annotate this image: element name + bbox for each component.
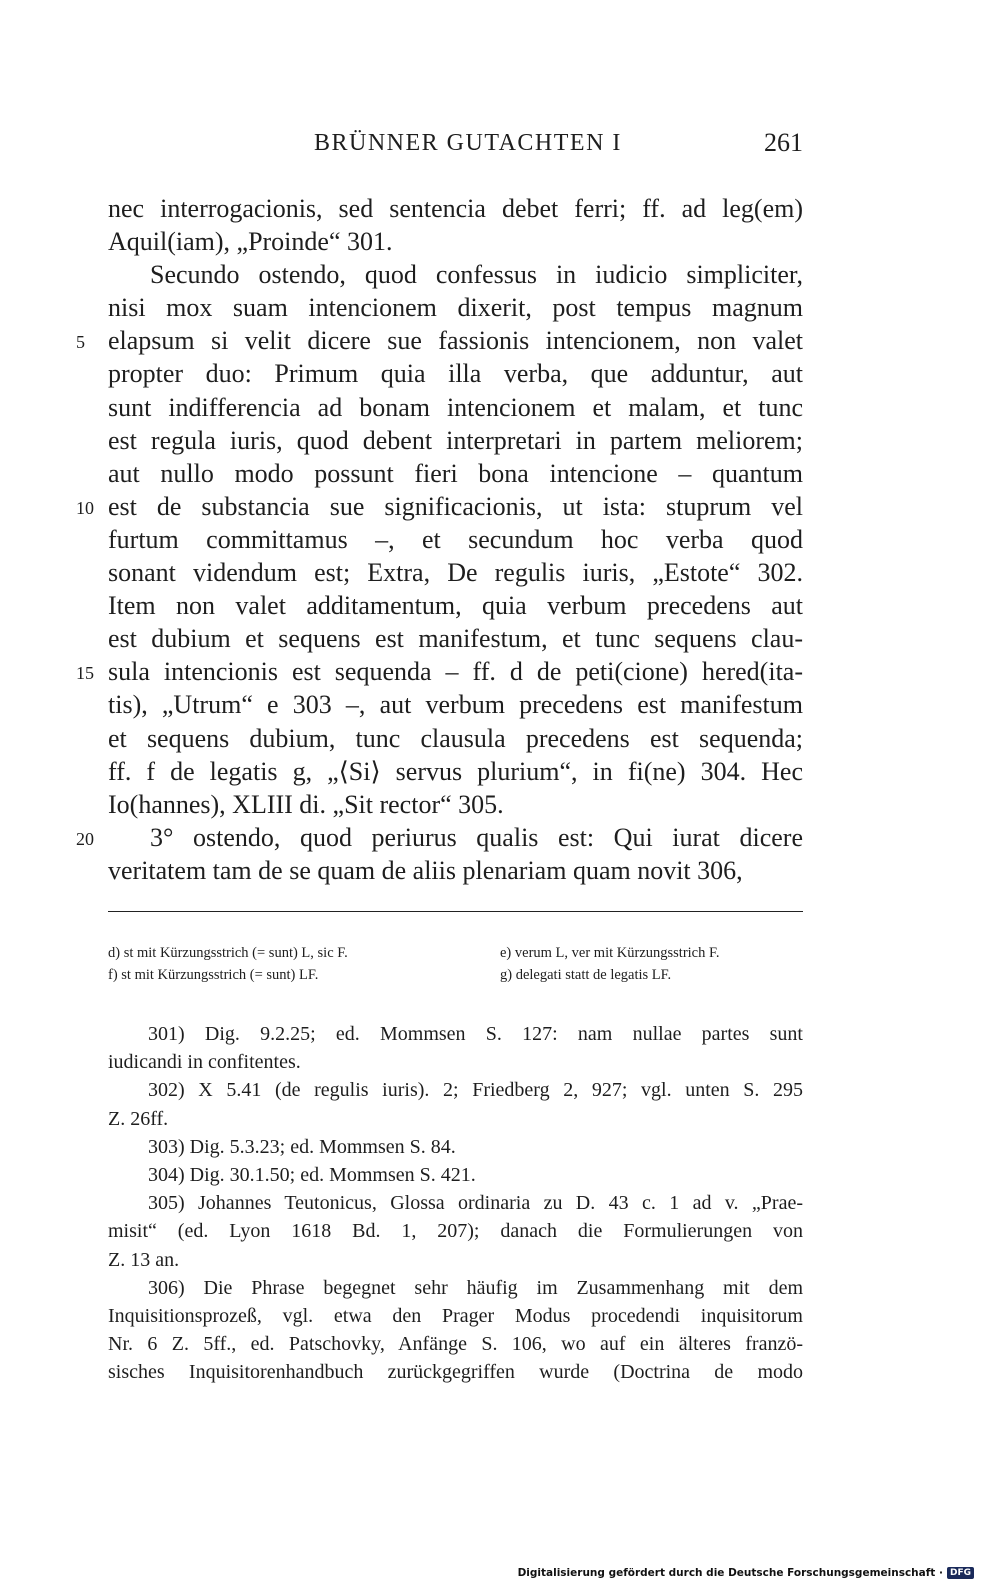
apparatus-entry: d) st mit Kürzungsstrich (= sunt) L, sic F. bbox=[108, 945, 348, 961]
text-line-content: nisi mox suam intencionem dixerit, post tempus magnum bbox=[108, 293, 803, 323]
page-number: 261 bbox=[764, 128, 803, 157]
footnote-line: Nr. 6 Z. 5ff., ed. Patschovky, Anfänge S. 106, wo auf ein älteres franzö- bbox=[108, 1333, 803, 1356]
text-line-content: est dubium et sequens est manifestum, et tunc sequens clau- bbox=[108, 624, 803, 654]
text-line-content: furtum committamus –, et secundum hoc verba quod bbox=[108, 524, 803, 554]
text-line bbox=[76, 490, 803, 523]
text-line bbox=[108, 854, 803, 887]
text-line-content: 3° ostendo, quod periurus qualis est: Qui iurat dicere bbox=[150, 822, 803, 852]
footnote-line: 306) Die Phrase begegnet sehr häufig im Zusammenhang mit dem bbox=[148, 1276, 803, 1299]
text-line bbox=[108, 258, 803, 291]
footnote-line: Z. 13 an. bbox=[108, 1248, 180, 1271]
text-line bbox=[108, 357, 803, 390]
footnote-line: 304) Dig. 30.1.50; ed. Mommsen S. 421. bbox=[148, 1163, 476, 1186]
digitization-credit bbox=[518, 1567, 974, 1579]
text-line bbox=[108, 688, 803, 721]
text-line-content: ff. f de legatis g, „⟨Si⟩ servus plurium“, in fi(ne) 304. Hec bbox=[108, 756, 803, 786]
footnote-line: 302) X 5.41 (de regulis iuris). 2; Friedberg 2, 927; vgl. unten S. 295 bbox=[148, 1079, 803, 1102]
text-line-content: sunt indifferencia ad bonam intencionem et malam, et tunc bbox=[108, 392, 803, 422]
critical-apparatus bbox=[108, 942, 808, 986]
footnote-line: Inquisitionsprozeß, vgl. etwa den Prager Modus procedendi inquisitorum bbox=[108, 1304, 803, 1327]
footnote-line: sisches Inquisitorenhandbuch zurückgegriffen wurde (Doctrina de modo bbox=[108, 1361, 803, 1384]
text-line bbox=[108, 556, 803, 589]
text-line-content: elapsum si velit dicere sue fassionis intencionem, non valet bbox=[108, 326, 803, 356]
text-line bbox=[108, 788, 803, 821]
text-line-content: est de substancia sue significacionis, ut ista: stuprum vel bbox=[108, 491, 803, 521]
line-number: 20 bbox=[76, 828, 94, 849]
footnote-line: 301) Dig. 9.2.25; ed. Mommsen S. 127: nam nullae partes sunt bbox=[148, 1023, 803, 1045]
line-number: 10 bbox=[76, 497, 94, 518]
text-line bbox=[108, 622, 803, 655]
text-line-content: sula intencionis est sequenda – ff. d de peti(cione) hered(ita- bbox=[108, 657, 803, 687]
text-line bbox=[108, 589, 803, 622]
text-line-content: Aquil(iam), „Proinde“ 301. bbox=[108, 227, 393, 257]
text-line bbox=[108, 192, 803, 225]
text-line-content: Io(hannes), XLIII di. „Sit rector“ 305. bbox=[108, 789, 504, 819]
text-line bbox=[108, 391, 803, 424]
text-line bbox=[108, 722, 803, 755]
apparatus-row bbox=[108, 942, 808, 964]
credit-text: Digitalisierung gefördert durch die Deutsche Forschungsgemeinschaft · bbox=[517, 1567, 943, 1579]
text-line-content: veritatem tam de se quam de aliis plenariam quam novit 306, bbox=[108, 855, 743, 885]
footnote-line: misit“ (ed. Lyon 1618 Bd. 1, 207); danach die Formulierungen von bbox=[108, 1220, 803, 1243]
footnote-divider bbox=[108, 911, 803, 912]
footnote-line: iudicandi in confitentes. bbox=[108, 1051, 301, 1074]
apparatus-row bbox=[108, 964, 808, 986]
text-line bbox=[108, 291, 803, 324]
footnote-line: Z. 26ff. bbox=[108, 1107, 169, 1130]
text-line bbox=[108, 424, 803, 457]
text-line-content: et sequens dubium, tunc clausula precedens est sequenda; bbox=[108, 723, 803, 753]
running-header bbox=[108, 128, 803, 162]
text-line-content: est regula iuris, quod debent interpretari in partem meliorem; bbox=[108, 425, 803, 455]
text-line-content: Item non valet additamentum, quia verbum precedens aut bbox=[108, 591, 803, 621]
dfg-logo-icon: DFG bbox=[947, 1567, 974, 1579]
text-line bbox=[108, 755, 803, 788]
line-number: 15 bbox=[76, 663, 94, 684]
apparatus-entry: g) delegati statt de legatis LF. bbox=[500, 967, 672, 983]
apparatus-entry: e) verum L, ver mit Kürzungsstrich F. bbox=[500, 945, 720, 961]
text-line-content: aut nullo modo possunt fieri bona intencione – quantum bbox=[108, 458, 803, 488]
footnote-line: 303) Dig. 5.3.23; ed. Mommsen S. 84. bbox=[148, 1135, 456, 1158]
text-line-content: nec interrogacionis, sed sentencia debet ferri; ff. ad leg(em) bbox=[108, 194, 803, 223]
text-line bbox=[76, 655, 803, 688]
text-line bbox=[108, 523, 803, 556]
line-number: 5 bbox=[76, 332, 85, 353]
text-line bbox=[108, 225, 803, 258]
footnotes-block bbox=[108, 1020, 803, 1386]
main-text-block bbox=[76, 192, 803, 887]
text-line-content: Secundo ostendo, quod confessus in iudicio simpliciter, bbox=[150, 260, 803, 290]
text-line bbox=[108, 457, 803, 490]
text-line-content: tis), „Utrum“ e 303 –, aut verbum precedens est manifestum bbox=[108, 690, 803, 720]
apparatus-entry: f) st mit Kürzungsstrich (= sunt) LF. bbox=[108, 967, 319, 983]
footnote-line: 305) Johannes Teutonicus, Glossa ordinaria zu D. 43 c. 1 ad v. „Prae- bbox=[148, 1192, 803, 1215]
text-line bbox=[76, 324, 803, 357]
text-line-content: propter duo: Primum quia illa verba, que adduntur, aut bbox=[108, 359, 803, 389]
running-title: BRÜNNER GUTACHTEN I bbox=[314, 130, 622, 156]
text-line bbox=[76, 821, 803, 854]
text-line-content: sonant videndum est; Extra, De regulis iuris, „Estote“ 302. bbox=[108, 558, 803, 588]
